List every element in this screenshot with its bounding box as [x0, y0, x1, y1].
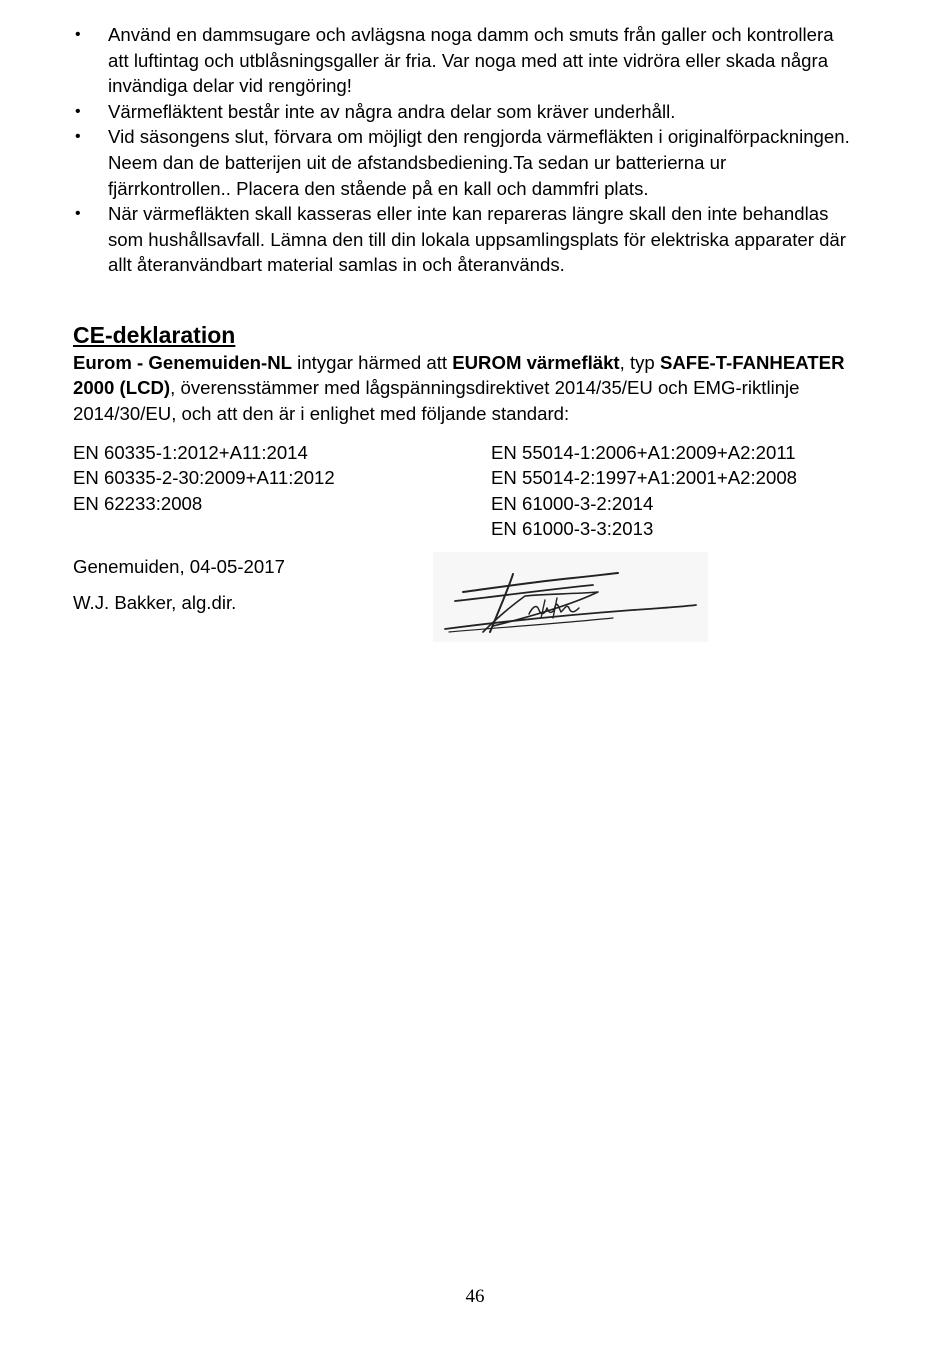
bullet-icon: •: [75, 128, 81, 146]
signer-name: W.J. Bakker, alg.dir.: [73, 592, 237, 613]
ce-declaration-heading: CE-deklaration: [73, 322, 236, 348]
bullet-text: Värmefläktent består inte av några andra delar som kräver underhåll.: [108, 100, 676, 122]
product-name: EUROM värmefläkt: [452, 352, 620, 373]
standard-item: EN 61000-3-2:2014: [491, 492, 654, 514]
declaration-text-part: , överensstämmer med lågspänningsdirektivet 2014/35/EU och EMG-riktlinje 2014/30/EU, och att den är i enlighet med följande standard:: [73, 377, 800, 424]
model-name: SAFE-T-FANHEATER 2000 (LCD): [73, 352, 845, 399]
page-number: 46: [465, 1286, 485, 1307]
bullet-icon: •: [75, 26, 81, 43]
declaration-text-part: , typ: [619, 352, 660, 373]
bullet-icon: •: [75, 205, 81, 223]
maintenance-bullet-list: [73, 22, 853, 278]
list-item: [73, 22, 853, 99]
standard-item: EN 60335-2-30:2009+A11:2012: [73, 467, 335, 489]
standard-item: EN 55014-2:1997+A1:2001+A2:2008: [491, 467, 798, 489]
declaration-text-part: intygar härmed att: [292, 352, 453, 373]
place-and-date: Genemuiden, 04-05-2017: [73, 556, 285, 577]
standard-item: EN 62233:2008: [73, 492, 203, 514]
standards-left-column: [73, 440, 335, 516]
bullet-text: När värmefläkten skall kasseras eller inte kan repareras längre skall den inte behandlas som hushållsavfall. Lämna den till din lokala uppsamlingsplats för elektriska apparater där allt återanvändbart material samlas in och återanvänds.: [108, 203, 846, 276]
standard-item: EN 61000-3-3:2013: [491, 518, 654, 540]
list-item: [73, 124, 853, 201]
list-item: [73, 99, 853, 125]
standards-right-column: [491, 440, 797, 542]
company-name: Eurom - Genemuiden-NL: [73, 352, 293, 373]
bullet-text: Använd en dammsugare och avlägsna noga damm och smuts från galler och kontrollera att luftintag och utblåsningsgaller är fria. Var noga med att inte vidröra eller skada några invändiga delar vid rengöring!: [108, 24, 834, 97]
bullet-icon: •: [75, 102, 81, 120]
ce-declaration-text: [73, 350, 863, 426]
standard-item: EN 60335-1:2012+A11:2014: [73, 442, 308, 463]
handwritten-signature: [433, 552, 708, 642]
list-item: [73, 201, 853, 278]
bullet-text: Vid säsongens slut, förvara om möjligt den rengjorda värmefläkten i originalförpackningen. Neem dan de batterijen uit de afstandsbediening.Ta sedan ur batterierna ur fjärrkontrollen.. Placera den stående på en kall och dammfri plats.: [108, 126, 850, 199]
standard-item: EN 55014-1:2006+A1:2009+A2:2011: [491, 442, 796, 463]
